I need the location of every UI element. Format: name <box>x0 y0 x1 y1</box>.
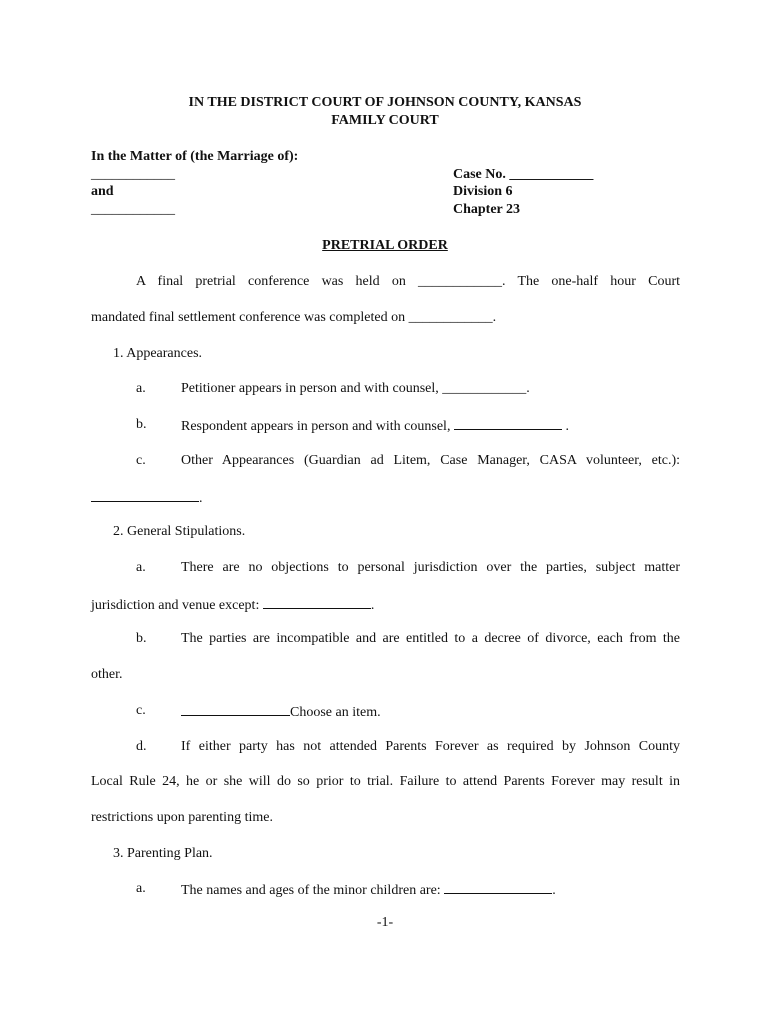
intro-line-1: A final pretrial conference was held on ____________. The one-half hour Court <box>136 274 680 289</box>
court-name: IN THE DISTRICT COURT OF JOHNSON COUNTY, KANSAS <box>188 95 582 110</box>
other-appearances-blank[interactable] <box>91 488 199 502</box>
s2-b-marker: b. <box>136 631 147 646</box>
s1-a-text: Petitioner appears in person and with counsel, ____________. <box>181 381 530 396</box>
venue-exception-blank[interactable] <box>263 595 371 609</box>
s2-d-line-3: restrictions upon parenting time. <box>91 810 273 825</box>
s1-c-line-2 <box>91 488 203 508</box>
s2-d-line-2: Local Rule 24, he or she will do so prior to trial. Failure to attend Parents Forever may result in <box>91 774 680 789</box>
caption-and: and <box>91 184 114 199</box>
s2-a-line-2: jurisdiction and venue except: <box>91 598 260 613</box>
counsel-blank[interactable] <box>454 416 562 430</box>
s3-a-marker: a. <box>136 881 146 896</box>
s1-b-line <box>181 416 569 436</box>
section-3-heading: 3. Parenting Plan. <box>113 846 213 861</box>
children-blank[interactable] <box>444 880 552 894</box>
division: Division 6 <box>453 184 513 199</box>
court-division: FAMILY COURT <box>331 113 439 128</box>
page-number: -1- <box>376 915 394 930</box>
s2-c-line <box>181 702 381 722</box>
s1-c-text: Other Appearances (Guardian ad Litem, Case Manager, CASA volunteer, etc.): <box>181 453 680 468</box>
s3-a-text: The names and ages of the minor children are: <box>181 883 441 898</box>
s1-c-marker: c. <box>136 453 146 468</box>
document-title: PRETRIAL ORDER <box>322 238 448 253</box>
section-1-heading: 1. Appearances. <box>113 346 203 361</box>
s2-a-marker: a. <box>136 560 146 575</box>
s1-b-end: . <box>565 419 569 434</box>
choose-item-dropdown[interactable]: Choose an item. <box>290 705 381 720</box>
s1-a-marker: a. <box>136 381 146 396</box>
s2-c-marker: c. <box>136 703 146 718</box>
s1-c-end: . <box>199 491 203 506</box>
s2-d-line-1: If either party has not attended Parents Forever as required by Johnson County <box>181 739 680 754</box>
s2-a-line-2-wrap <box>91 595 374 615</box>
caption-party2-blank: ____________ <box>91 202 175 217</box>
s3-a-end: . <box>552 883 556 898</box>
s2-a-end: . <box>370 598 375 613</box>
s3-a-line <box>181 880 556 900</box>
s1-b-text: Respondent appears in person and with counsel, <box>181 419 451 434</box>
s2-a-line-1: There are no objections to personal jurisdiction over the parties, subject matter <box>181 560 680 575</box>
s1-b-marker: b. <box>136 417 147 432</box>
case-number: Case No. ____________ <box>453 167 594 182</box>
s2-d-marker: d. <box>136 739 147 754</box>
item-blank[interactable] <box>181 702 290 716</box>
intro-line-2: mandated final settlement conference was completed on ____________. <box>91 310 497 325</box>
chapter: Chapter 23 <box>453 202 521 217</box>
caption-party1-blank: ____________ <box>91 167 175 182</box>
s2-b-line-2: other. <box>91 667 123 682</box>
section-2-heading: 2. General Stipulations. <box>113 524 246 539</box>
s2-b-line-1: The parties are incompatible and are entitled to a decree of divorce, each from the <box>181 631 680 646</box>
caption-matter: In the Matter of (the Marriage of): <box>91 149 299 164</box>
